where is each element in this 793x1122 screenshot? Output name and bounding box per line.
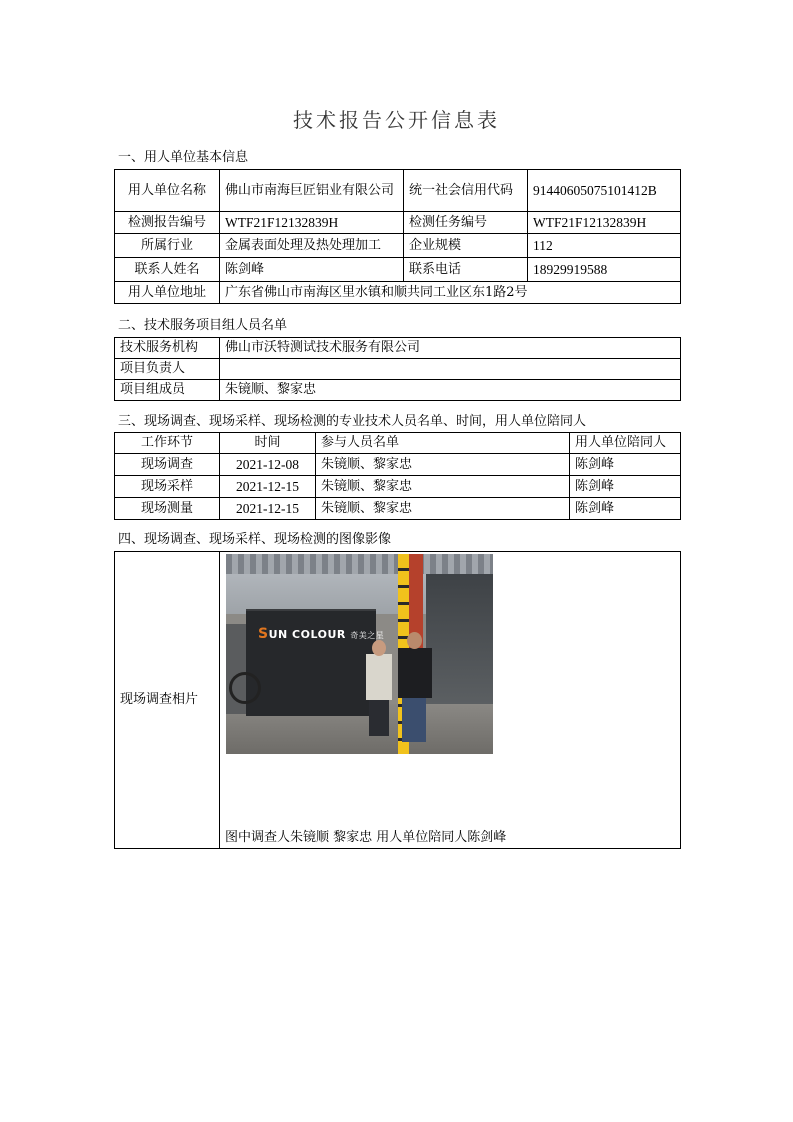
basic-info-table xyxy=(114,169,681,304)
date-cell: 2021-12-15 xyxy=(220,476,316,498)
table-row xyxy=(115,258,681,282)
table-row xyxy=(115,234,681,258)
team-members-value: 朱镜顺、黎家忠 xyxy=(220,380,681,401)
employer-name-label: 用人单位名称 xyxy=(115,170,220,212)
section3-heading: 三、现场调查、现场采样、现场检测的专业技术人员名单、时间，用人单位陪同人 xyxy=(118,414,587,429)
date-cell: 2021-12-15 xyxy=(220,498,316,520)
table-row xyxy=(115,359,681,380)
table-row xyxy=(115,476,681,498)
column-header: 参与人员名单 xyxy=(316,433,570,454)
report-no-label: 检测报告编号 xyxy=(115,212,220,234)
scooter-wheel xyxy=(229,672,261,704)
scale-value: 112 xyxy=(528,234,681,258)
section1-heading: 一、用人单位基本信息 xyxy=(118,150,249,165)
column-header: 工作环节 xyxy=(115,433,220,454)
address-label: 用人单位地址 xyxy=(115,282,220,304)
scale-label: 企业规模 xyxy=(404,234,528,258)
participants-cell: 朱镜顺、黎家忠 xyxy=(316,476,570,498)
table-row xyxy=(115,338,681,359)
task-no-value: WTF21F12132839H xyxy=(528,212,681,234)
project-leader-label: 项目负责人 xyxy=(115,359,220,380)
employer-name-value: 佛山市南海巨匠铝业有限公司 xyxy=(220,170,404,212)
field-work-table xyxy=(114,432,681,520)
table-row xyxy=(115,380,681,401)
sun-colour-sign: SUN COLOUR 奇美之星 xyxy=(258,626,385,642)
industry-label: 所属行业 xyxy=(115,234,220,258)
project-leader-value xyxy=(220,359,681,380)
contact-name-label: 联系人姓名 xyxy=(115,258,220,282)
section2-heading: 二、技术服务项目组人员名单 xyxy=(118,318,288,333)
escort-cell: 陈剑峰 xyxy=(570,454,681,476)
service-org-value: 佛山市沃特测试技术服务有限公司 xyxy=(220,338,681,359)
column-header: 时间 xyxy=(220,433,316,454)
contact-phone-label: 联系电话 xyxy=(404,258,528,282)
table-row xyxy=(115,454,681,476)
work-stage-cell: 现场测量 xyxy=(115,498,220,520)
credit-code-label: 统一社会信用代码 xyxy=(404,170,528,212)
table-row xyxy=(115,282,681,304)
table-header-row xyxy=(115,433,681,454)
table-row xyxy=(115,212,681,234)
work-stage-cell: 现场调查 xyxy=(115,454,220,476)
industry-value: 金属表面处理及热处理加工 xyxy=(220,234,404,258)
contact-name-value: 陈剑峰 xyxy=(220,258,404,282)
photo-caption: 图中调查人朱镜顺 黎家忠 用人单位陪同人陈剑峰 xyxy=(220,552,681,849)
task-no-label: 检测任务编号 xyxy=(404,212,528,234)
team-members-label: 项目组成员 xyxy=(115,380,220,401)
site-photo-label: 现场调查相片 xyxy=(115,552,220,849)
site-survey-photo xyxy=(226,554,493,754)
credit-code-value: 91440605075101412B xyxy=(528,170,681,212)
service-org-label: 技术服务机构 xyxy=(115,338,220,359)
address-value: 广东省佛山市南海区里水镇和顺共同工业区东1路2号 xyxy=(220,282,681,304)
date-cell: 2021-12-08 xyxy=(220,454,316,476)
page-title: 技术报告公开信息表 xyxy=(293,108,500,132)
table-row xyxy=(115,170,681,212)
work-stage-cell: 现场采样 xyxy=(115,476,220,498)
participants-cell: 朱镜顺、黎家忠 xyxy=(316,498,570,520)
section4-heading: 四、现场调查、现场采样、现场检测的图像影像 xyxy=(118,532,392,547)
escort-cell: 陈剑峰 xyxy=(570,476,681,498)
report-no-value: WTF21F12132839H xyxy=(220,212,404,234)
escort-cell: 陈剑峰 xyxy=(570,498,681,520)
column-header: 用人单位陪同人 xyxy=(570,433,681,454)
contact-phone-value: 18929919588 xyxy=(528,258,681,282)
participants-cell: 朱镜顺、黎家忠 xyxy=(316,454,570,476)
table-row xyxy=(115,498,681,520)
project-team-table xyxy=(114,337,681,401)
